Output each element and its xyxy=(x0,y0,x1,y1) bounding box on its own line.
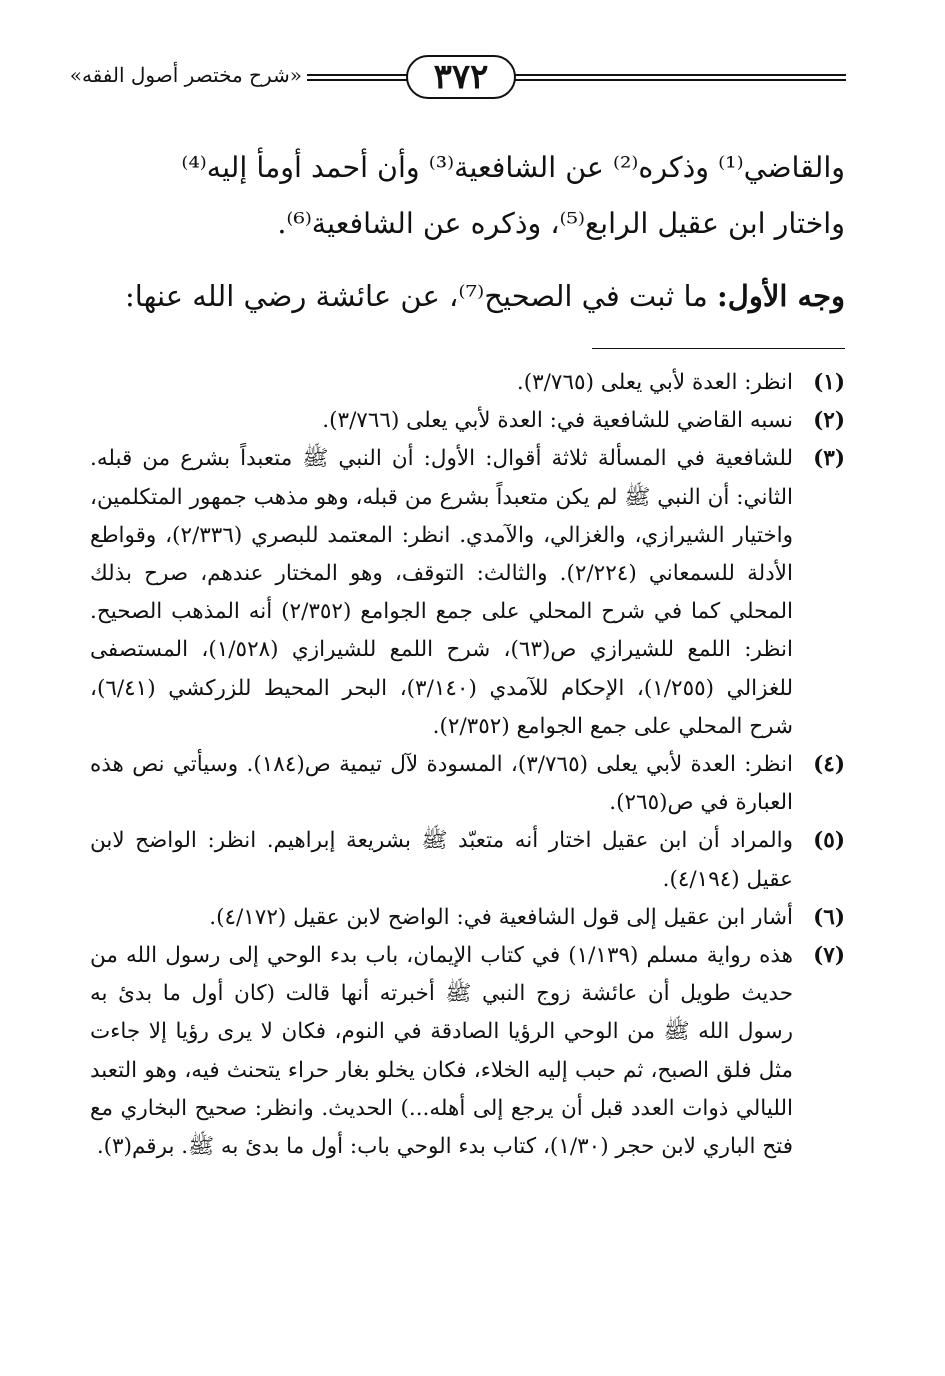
running-title: «شرح مختصر أصول الفقه» xyxy=(69,63,302,87)
page-header xyxy=(69,55,846,105)
footnote-text: للشافعية في المسألة ثلاثة أقوال: الأول: أن النبي ﷺ متعبداً بشرع من قبله. الثاني: أن النبي ﷺ لم يكن متعبداً بشرع من قبله، وهو مذهب جمهور المتكلمين، واختيار الشيرازي، والغزالي، والآمدي. انظر: المعتمد للبصري (٢/٣٣٦)، وقواطع الأدلة للسمعاني (٢/٢٢٤). والثالث: التوقف، وهو المختار عندهم، صرح بذلك المحلي كما في شرح المحلي على جمع الجوامع (٢/٣٥٢) أنه المذهب الصحيح. انظر: اللمع للشيرازي ص(٦٣)، شرح اللمع للشيرازي (١/٥٢٨)، المستصفى للغزالي (١/٢٥٥)، الإحكام للآمدي (٣/١٤٠)، البحر المحيط للزركشي (٦/٤١)، شرح المحلي على جمع الجوامع (٢/٣٥٢). xyxy=(90,446,793,739)
footnotes xyxy=(90,364,845,1166)
heading-bold: وجه الأول: xyxy=(717,279,845,313)
footnote-4 xyxy=(90,746,845,822)
footnote-text: نسبه القاضي للشافعية في: العدة لأبي يعلى (٣/٧٦٦). xyxy=(322,408,793,434)
footnote-6 xyxy=(90,899,845,937)
footnote-number: (٣) xyxy=(813,446,845,472)
footnote-text: انظر: العدة لأبي يعلى (٣/٧٦٥). xyxy=(516,370,793,395)
footnote-text: هذه رواية مسلم (١/١٣٩) في كتاب الإيمان، باب بدء الوحي إلى رسول الله من حديث طويل أن عائشة زوج النبي ﷺ أخبرته أنها قالت (كان أول ما بدئ به رسول الله ﷺ من الوحي الرؤيا الصادقة في النوم، فكان لا يرى رؤيا إلا جاءت مثل فلق الصبح، ثم حبب إليه الخلاء، فكان يخلو بغار حراء يتحنث فيه، وهو التعبد الليالي ذوات العدد قبل أن يرجع إلى أهله...) الحديث. وانظر: صحيح البخاري مع فتح الباري لابن حجر (١/٣٠)، كتاب بدء الوحي باب: أول ما بدئ به ﷺ. برقم(٣). xyxy=(90,943,793,1160)
main-text xyxy=(95,140,845,324)
footnote-1 xyxy=(90,364,845,402)
footnote-3 xyxy=(90,440,845,746)
main-line-1: والقاضي⁽¹⁾ وذكره⁽²⁾ عن الشافعية⁽³⁾ وأن أحمد أومأ إليه⁽⁴⁾ xyxy=(181,151,845,184)
page-number: ٣٧٢ xyxy=(406,55,516,99)
header-rule-left xyxy=(307,74,407,81)
footnote-number: (٥) xyxy=(813,828,845,854)
footnote-text: أشار ابن عقيل إلى قول الشافعية في: الواضح لابن عقيل (٤/١٧٢). xyxy=(209,904,793,930)
footnote-number: (٦) xyxy=(813,904,845,930)
footnote-5 xyxy=(90,822,845,898)
footnote-number: (٢) xyxy=(813,408,845,434)
header-rule-right xyxy=(512,74,846,81)
main-line-2: واختار ابن عقيل الرابع⁽⁵⁾، وذكره عن الشافعية⁽⁶⁾. xyxy=(277,207,845,240)
section-heading xyxy=(95,268,845,324)
footnote-number: (٧) xyxy=(813,943,845,969)
footnote-number: (١) xyxy=(813,370,845,395)
footnote-7 xyxy=(90,937,845,1166)
heading-rest: ما ثبت في الصحيح⁽⁷⁾، عن عائشة رضي الله عنها: xyxy=(125,279,718,313)
footnote-text: والمراد أن ابن عقيل اختار أنه متعبّد ﷺ بشريعة إبراهيم. انظر: الواضح لابن عقيل (٤/١٩٤). xyxy=(90,828,793,892)
footnote-text: انظر: العدة لأبي يعلى (٣/٧٦٥)، المسودة لآل تيمية ص(١٨٤). وسيأتي نص هذه العبارة في ص(٢٦٥). xyxy=(90,752,793,816)
footnote-2 xyxy=(90,402,845,440)
footnote-number: (٤) xyxy=(813,752,845,778)
footnote-separator xyxy=(592,348,845,349)
